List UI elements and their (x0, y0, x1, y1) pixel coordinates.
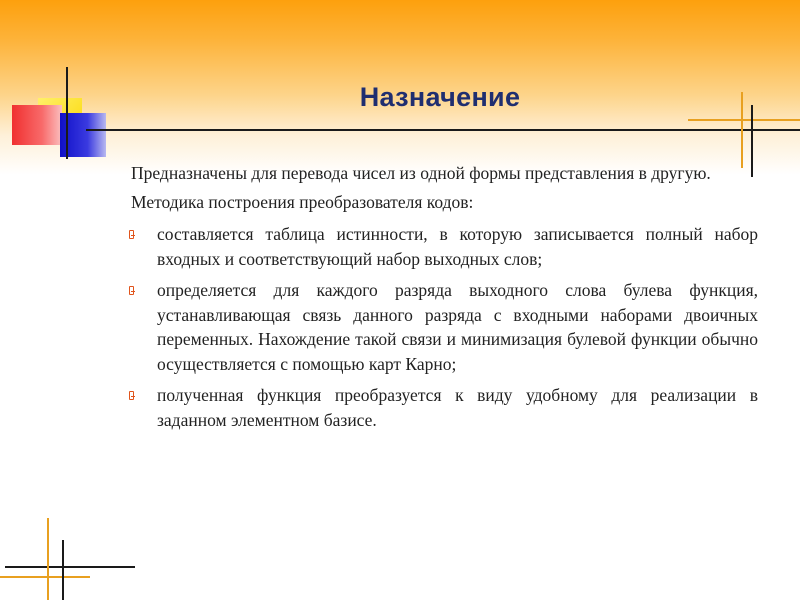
slide-body (94, 161, 758, 439)
list-item-text: определяется для каждого разряда выходного слова булева функция, устанавливающая связь данного разряда с входными наборами двоичных переменных. Нахождение такой связи и минимизация булевой функции обычно осуществляется с помощью карт Карно; (157, 280, 758, 374)
intro-paragraph: Предназначены для перевода чисел из одной формы представления в другую. (131, 163, 711, 183)
orange-line-decoration (0, 576, 90, 578)
list-item (157, 383, 758, 432)
red-square-decoration (12, 105, 62, 145)
vertical-line-decoration (66, 67, 68, 159)
bullet-list (94, 222, 758, 432)
list-item (157, 222, 758, 271)
hollow-square-bullet-icon (129, 391, 134, 400)
orange-line-decoration (688, 119, 800, 121)
method-paragraph: Методика построения преобразователя кодов: (131, 191, 474, 212)
vertical-line-decoration (62, 540, 64, 600)
horizontal-rule-decoration (86, 129, 800, 131)
list-item (157, 278, 758, 376)
hollow-square-bullet-icon (129, 286, 134, 295)
orange-line-decoration (47, 518, 49, 600)
horizontal-line-decoration (5, 566, 135, 568)
list-item-text: полученная функция преобразуется к виду удобному для реализации в заданном элементном базисе. (157, 385, 758, 430)
slide-title: Назначение (359, 82, 521, 112)
hollow-square-bullet-icon (129, 230, 134, 239)
list-item-text: составляется таблица истинности, в которую записывается полный набор входных и соответствующий набор выходных слов; (157, 224, 758, 269)
orange-line-decoration (741, 92, 743, 168)
